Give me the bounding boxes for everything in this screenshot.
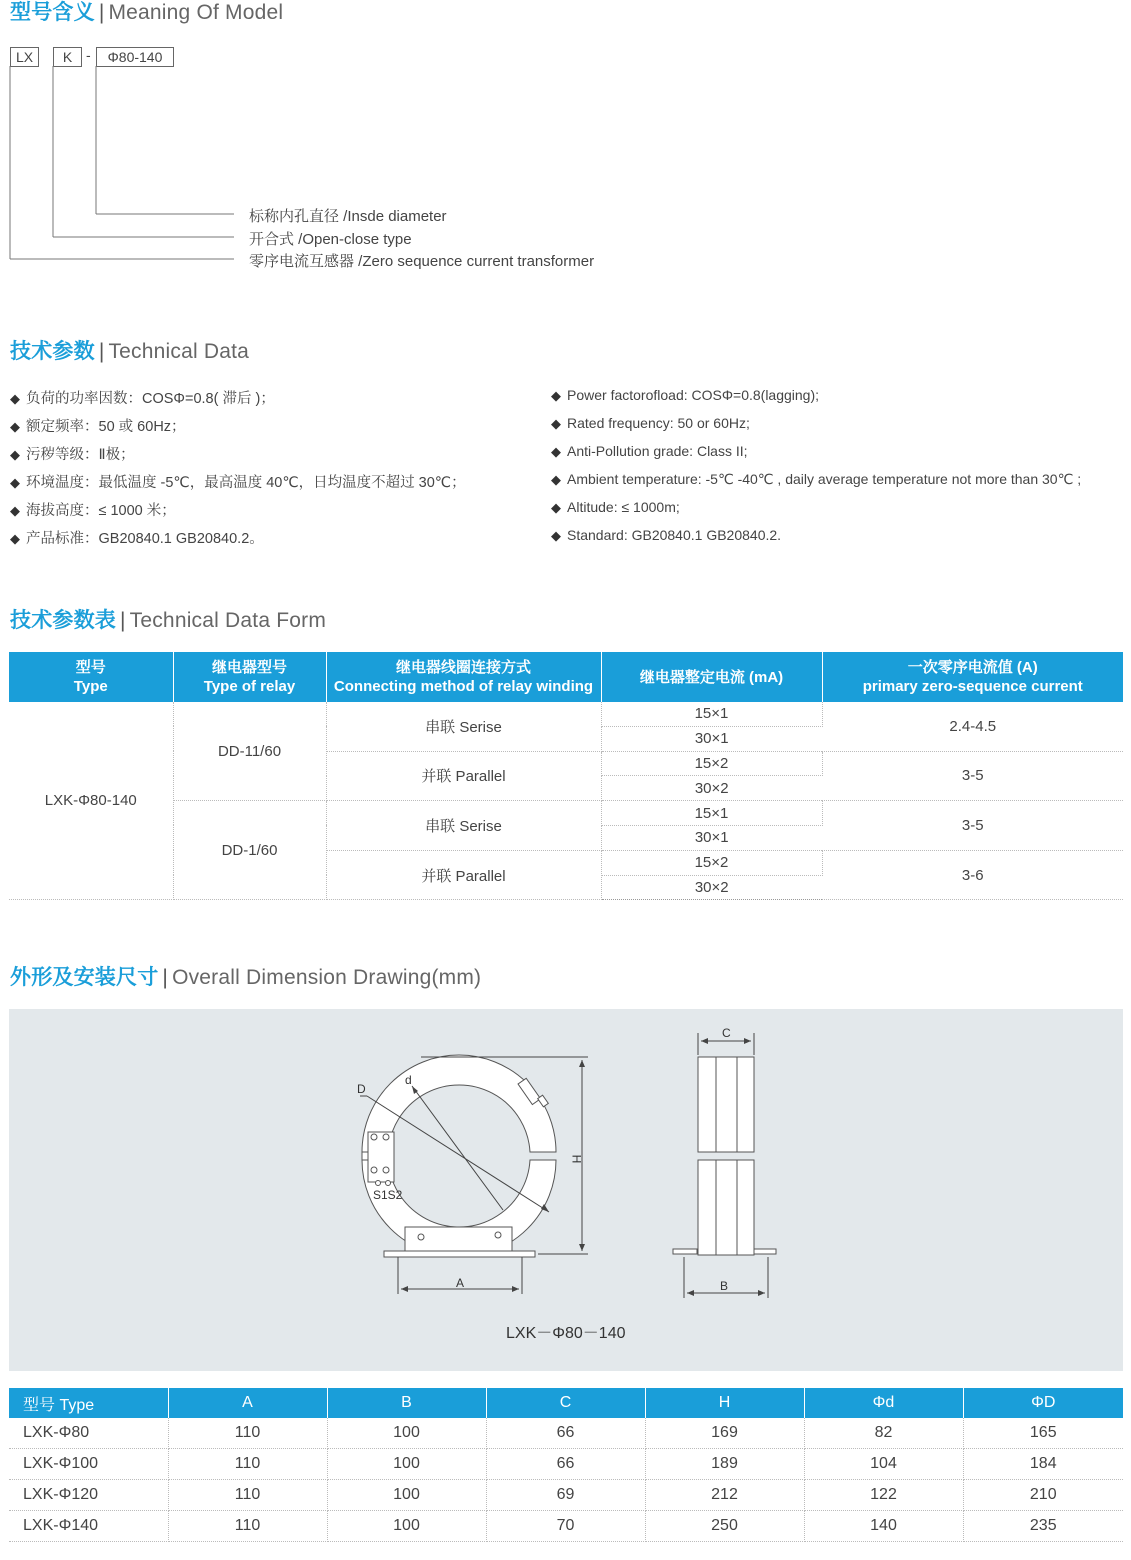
- cell-a: 110: [168, 1449, 327, 1480]
- tech-en-text: Standard: GB20840.1 GB20840.2.: [567, 527, 782, 543]
- table-row: [9, 1418, 1123, 1449]
- cell-method: 并联 Parallel: [326, 751, 601, 801]
- cell-d-inner: 104: [804, 1449, 963, 1480]
- cell-b: 100: [327, 1449, 486, 1480]
- tech-cn-text: 额定频率：50 或 60Hz；: [26, 419, 186, 435]
- cell-h: 250: [645, 1511, 804, 1542]
- tech-en-text: Altitude: ≤ 1000m;: [567, 499, 680, 515]
- cell-current: 15×1: [601, 702, 822, 726]
- section-title-dim-en: Overall Dimension Drawing(mm): [172, 966, 482, 989]
- model-legend-zero-seq: 零序电流互感器 /Zero sequence current transformer: [249, 253, 595, 270]
- cell-d-outer: 165: [963, 1418, 1123, 1449]
- cell-primary: 3-5: [822, 801, 1123, 851]
- diamond-bullet-icon: ◆: [10, 503, 20, 518]
- header-primary-current-en: primary zero-sequence current: [862, 678, 1083, 695]
- diamond-bullet-icon: ◆: [10, 419, 20, 434]
- cell-d-inner: 122: [804, 1480, 963, 1511]
- cell-h: 189: [645, 1449, 804, 1480]
- header-setting-current-cn: 继电器整定电流 (mA): [639, 668, 784, 686]
- label-H: H: [569, 1154, 584, 1164]
- header-inner-diameter: Φd: [804, 1388, 963, 1418]
- table-row: [9, 1480, 1123, 1511]
- section-title-form-en: Technical Data Form: [129, 609, 327, 632]
- cell-a: 110: [168, 1418, 327, 1449]
- tech-cn-text: 产品标准：GB20840.1 GB20840.2。: [26, 531, 264, 547]
- diamond-bullet-icon: ◆: [551, 528, 561, 543]
- diamond-bullet-icon: ◆: [10, 475, 20, 490]
- diamond-bullet-icon: ◆: [551, 472, 561, 487]
- model-code-k: K: [53, 47, 82, 67]
- model-code-diameter: Φ80-140: [96, 47, 174, 67]
- cell-c: 69: [486, 1480, 645, 1511]
- header-b: B: [327, 1388, 486, 1418]
- cell-a: 110: [168, 1511, 327, 1542]
- cell-c: 66: [486, 1418, 645, 1449]
- cell-d-outer: 184: [963, 1449, 1123, 1480]
- section-title-model-en: Meaning Of Model: [108, 1, 284, 24]
- section-title-dim-cn: 外形及安装尺寸: [10, 966, 159, 989]
- cell-b: 100: [327, 1511, 486, 1542]
- header-a: A: [168, 1388, 327, 1418]
- cell-method: 串联 Serise: [326, 702, 601, 751]
- header-h: H: [645, 1388, 804, 1418]
- model-code-dash: -: [86, 47, 91, 63]
- cell-current: 30×2: [601, 776, 822, 801]
- title-divider: |: [120, 609, 126, 632]
- cell-c: 70: [486, 1511, 645, 1542]
- cell-current: 15×2: [601, 751, 822, 776]
- drawing-caption: LXK－Φ80－140: [506, 1325, 626, 1342]
- table-header-row: [9, 1388, 1123, 1418]
- header-connecting-method-en: Connecting method of relay winding: [333, 678, 594, 695]
- table-row: [9, 1449, 1123, 1480]
- diamond-bullet-icon: ◆: [551, 444, 561, 459]
- cell-model: LXK-Φ100: [9, 1449, 168, 1480]
- tech-cn-text: 负荷的功率因数：COSΦ=0.8( 滞后 )；: [26, 391, 275, 407]
- cell-current: 30×1: [601, 726, 822, 751]
- section-title-form-cn: 技术参数表: [10, 609, 116, 632]
- tech-en-text: Power factorofload: COSΦ=0.8(lagging);: [567, 387, 820, 403]
- table-row: [9, 1511, 1123, 1542]
- tech-en-text: Ambient temperature: -5℃ -40℃ , daily average temperature not more than 30℃ ;: [567, 471, 1082, 487]
- cell-d-inner: 82: [804, 1418, 963, 1449]
- cell-model: LXK-Φ80: [9, 1418, 168, 1449]
- title-divider: |: [98, 1, 105, 24]
- cell-primary: 2.4-4.5: [822, 702, 1123, 751]
- cell-b: 100: [327, 1480, 486, 1511]
- cell-h: 212: [645, 1480, 804, 1511]
- cell-primary: 3-5: [822, 751, 1123, 801]
- tech-en-text: Anti-Pollution grade: Class II;: [567, 443, 748, 459]
- diamond-bullet-icon: ◆: [10, 447, 20, 462]
- cell-a: 110: [168, 1480, 327, 1511]
- cell-relay: DD-11/60: [173, 702, 326, 801]
- header-outer-diameter: ΦD: [963, 1388, 1123, 1418]
- model-legend-open-close: 开合式 /Open-close type: [249, 231, 412, 248]
- cell-model: LXK-Φ140: [9, 1511, 168, 1542]
- header-connecting-method-cn: 继电器线圈连接方式: [395, 659, 531, 676]
- model-code-lx: LX: [10, 47, 39, 67]
- diamond-bullet-icon: ◆: [10, 391, 20, 406]
- diamond-bullet-icon: ◆: [551, 416, 561, 431]
- label-D: D: [357, 1082, 366, 1096]
- cell-current: 15×2: [601, 850, 822, 875]
- title-divider: |: [98, 340, 105, 363]
- section-title-tech-cn: 技术参数: [10, 340, 95, 363]
- cell-d-inner: 140: [804, 1511, 963, 1542]
- cell-h: 169: [645, 1418, 804, 1449]
- tech-cn-text: 海拔高度：≤ 1000 米；: [26, 503, 176, 519]
- dimension-table: [9, 1388, 1123, 1542]
- diamond-bullet-icon: ◆: [551, 500, 561, 515]
- label-d: d: [405, 1073, 412, 1087]
- label-A: A: [456, 1276, 465, 1290]
- header-relay-type-cn: 继电器型号: [211, 659, 287, 676]
- tech-en-text: Rated frequency: 50 or 60Hz;: [567, 415, 750, 431]
- title-divider: |: [162, 966, 169, 989]
- diamond-bullet-icon: ◆: [551, 388, 561, 403]
- section-title-tech-en: Technical Data: [108, 340, 250, 363]
- tech-cn-text: 污秽等级：Ⅱ极；: [26, 447, 135, 463]
- cell-relay: DD-1/60: [173, 801, 326, 900]
- cell-c: 66: [486, 1449, 645, 1480]
- diamond-bullet-icon: ◆: [10, 531, 20, 546]
- header-primary-current-cn: 一次零序电流值 (A): [907, 659, 1038, 676]
- header-type-cn: 型号: [75, 659, 106, 676]
- header-c: C: [486, 1388, 645, 1418]
- label-B: B: [720, 1279, 729, 1293]
- header-type-en: Type: [73, 678, 108, 695]
- label-s1s2: S1S2: [373, 1188, 403, 1202]
- cell-d-outer: 210: [963, 1480, 1123, 1511]
- section-title-model-cn: 型号含义: [10, 1, 95, 24]
- cell-current: 30×2: [601, 875, 822, 900]
- model-legend-diameter: 标称内孔直径 /Insde diameter: [249, 208, 447, 225]
- cell-d-outer: 235: [963, 1511, 1123, 1542]
- cell-type: LXK-Φ80-140: [9, 702, 173, 900]
- tech-cn-text: 环境温度：最低温度 -5℃，最高温度 40℃，日均温度不超过 30℃；: [26, 475, 466, 491]
- cell-current: 15×1: [601, 801, 822, 826]
- cell-primary: 3-6: [822, 850, 1123, 900]
- header-relay-type-en: Type of relay: [203, 678, 296, 695]
- cell-model: LXK-Φ120: [9, 1480, 168, 1511]
- label-C: C: [722, 1026, 731, 1040]
- header-model-type: 型号 Type: [9, 1388, 168, 1418]
- cell-current: 30×1: [601, 825, 822, 850]
- cell-method: 并联 Parallel: [326, 850, 601, 900]
- cell-b: 100: [327, 1418, 486, 1449]
- cell-method: 串联 Serise: [326, 801, 601, 851]
